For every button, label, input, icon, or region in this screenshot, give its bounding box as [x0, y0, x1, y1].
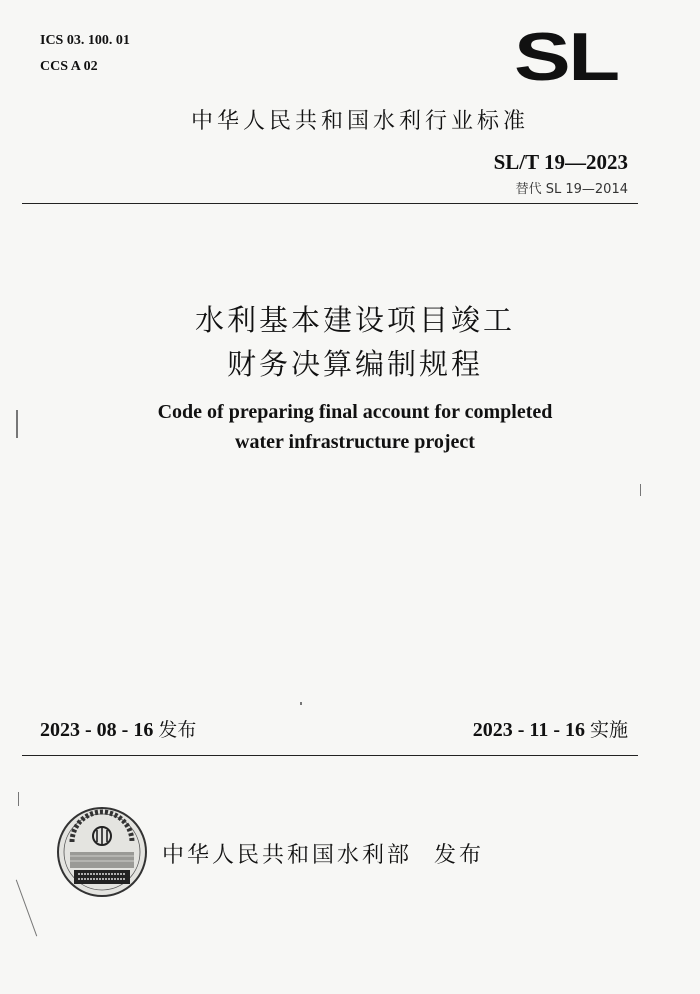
- title-en-line1: Code of preparing final account for completed: [157, 401, 553, 423]
- publisher-line: [162, 838, 484, 869]
- issue-label: 发布: [158, 719, 197, 741]
- impl-date-value: 2023 - 11 - 16: [472, 719, 585, 741]
- impl-label: 实施: [589, 719, 628, 741]
- scan-mark: [300, 702, 302, 705]
- title-cn-line2: 财务决算编制规程: [226, 347, 483, 381]
- standard-number: SL/T 19—2023: [493, 150, 628, 174]
- sl-logo: SL: [514, 19, 618, 95]
- issue-date-value: 2023 - 08 - 16: [40, 719, 154, 741]
- industry-standard-heading: 中华人民共和国水利行业标准: [190, 109, 529, 134]
- scan-mark: [16, 880, 37, 937]
- scan-mark: [640, 484, 641, 496]
- scan-mark: [16, 410, 18, 438]
- publisher-action: 发布: [434, 843, 485, 868]
- scan-mark: [18, 792, 19, 806]
- title-en-line2: water infrastructure project: [235, 431, 475, 453]
- classification-codes: [40, 28, 130, 80]
- publisher-seal-icon: [56, 806, 148, 898]
- ccs-code: CCS A 02: [40, 59, 98, 74]
- ics-code: ICS 03. 100. 01: [40, 33, 130, 48]
- replaces-note: 替代 SL 19—2014: [515, 182, 628, 197]
- issue-date: [40, 715, 196, 742]
- publisher-name: 中华人民共和国水利部: [162, 843, 413, 868]
- top-divider: [22, 203, 638, 204]
- title-cn-line1: 水利基本建设项目竣工: [194, 303, 515, 337]
- bottom-divider: [22, 755, 638, 756]
- implementation-date: [473, 715, 628, 742]
